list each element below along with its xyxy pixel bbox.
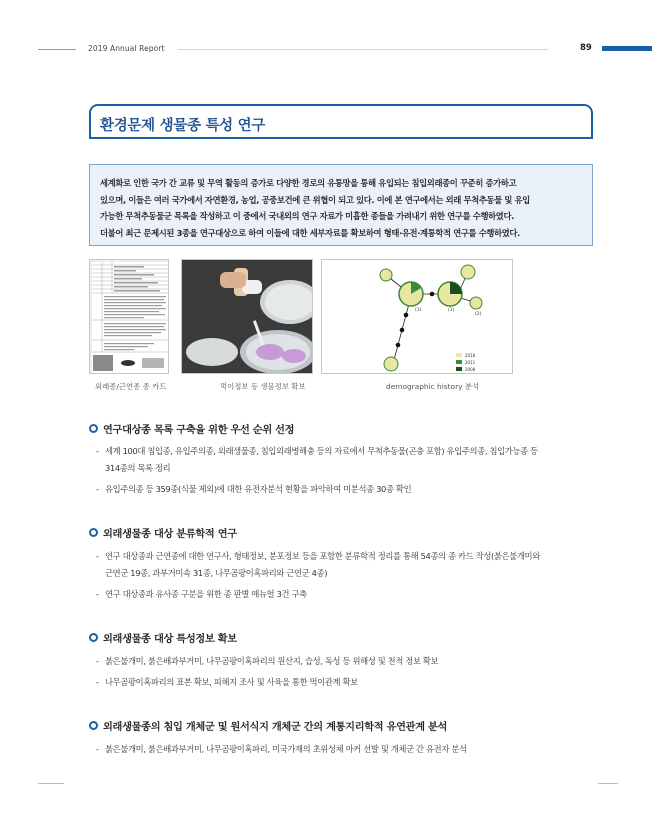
list-item: - 붉은불개미, 붉은배과부거미, 나무곰팡이혹파리의 원산지, 습성, 독성 등 위해성 및 천적 정보 확보 xyxy=(96,656,439,666)
summary-box xyxy=(89,164,593,246)
circle-bullet-icon xyxy=(89,633,98,642)
list-item-text: 나무곰팡이혹파리의 표본 확보, 피해지 조사 및 사육을 통한 먹이관계 확보 xyxy=(105,677,358,687)
legend-label: 2008 xyxy=(465,367,476,372)
legend-swatch xyxy=(456,360,462,364)
list-item-text: 연구 대상종과 근연종에 대한 연구사, 형태정보, 분포정보 등을 포함한 분류학적 정리를 통해 54종의 종 카드 작성(붉은불개미와 xyxy=(105,551,540,561)
network-diagram xyxy=(322,260,513,374)
page-number: 89 xyxy=(580,43,592,53)
node-label: (1) xyxy=(415,308,422,313)
list-item: - 나무곰팡이혹파리의 표본 확보, 피해지 조사 및 사육을 통한 먹이관계 확보 xyxy=(96,677,358,687)
figure-caption: 먹이정보 등 생물정보 확보 xyxy=(220,382,306,391)
subsection-heading xyxy=(89,421,294,436)
section-title-underline xyxy=(89,137,593,139)
list-item-text: 붉은불개미, 붉은배과부거미, 나무곰팡이혹파리, 미국가재의 초위성체 마커 선발 및 개체군 간 유전자 분석 xyxy=(105,744,467,754)
summary-line: 더불어 최근 문제시된 3종을 연구대상으로 하여 이들에 대한 세부자료를 확보하여 형태·유전·계통학적 연구를 수행하였다. xyxy=(100,227,520,238)
species-card-image xyxy=(89,259,169,374)
legend-swatch xyxy=(456,367,462,371)
node-label: (1) xyxy=(448,308,455,313)
list-item-text: 연구 대상종과 유사종 구분을 위한 종 판별 매뉴얼 3건 구축 xyxy=(105,589,307,599)
header-rule xyxy=(178,49,548,50)
footer-rule-right xyxy=(598,783,618,784)
legend-swatch xyxy=(456,353,462,357)
node-label: (2) xyxy=(475,312,482,317)
list-item-text: 세계 100대 침입종, 유입주의종, 외래생물종, 침입외래병해충 등의 자료에서 무척추동물(곤충 포함) 유입주의종, 침입가능종 등 xyxy=(105,446,538,456)
summary-line: 있으며, 이들은 여러 국가에서 자연환경, 농업, 공중보건에 큰 위협이 되고 있다. 이에 본 연구에서는 외래 무척추동물 및 유입 xyxy=(100,194,530,205)
legend-label: 2011 xyxy=(465,360,476,365)
header-accent-bar xyxy=(602,46,652,51)
list-item: - 연구 대상종과 유사종 구분을 위한 종 판별 매뉴얼 3건 구축 xyxy=(96,589,307,599)
list-item-text: 붉은불개미, 붉은배과부거미, 나무곰팡이혹파리의 원산지, 습성, 독성 등 위해성 및 천적 정보 확보 xyxy=(105,656,439,666)
summary-line: 세계화로 인한 국가 간 교류 및 무역 활동의 증가로 다양한 경로의 유통망을 통해 유입되는 침입외래종이 꾸준히 증가하고 xyxy=(100,178,517,188)
subsection-heading xyxy=(89,630,237,645)
list-item-text-cont: 314종의 목록 정리 xyxy=(105,463,171,473)
circle-bullet-icon xyxy=(89,424,98,433)
demographic-diagram-image xyxy=(321,259,513,374)
subsection-title: 외래생물종 대상 특성정보 확보 xyxy=(103,634,237,645)
subsection-heading xyxy=(89,525,237,540)
section-title: 환경문제 생물종 특성 연구 xyxy=(100,118,266,134)
legend-label: 2018 xyxy=(465,353,476,358)
figure-caption: 외래종/근연종 종 카드 xyxy=(95,382,167,391)
list-item-text: 유입주의종 등 359종(식물 제외)에 대한 유전자분석 현황을 파악하여 미분석종 30종 확인 xyxy=(105,484,412,494)
subsection-title: 외래생물종의 침입 개체군 및 원서식지 개체군 간의 계통지리학적 유연관계 분석 xyxy=(103,722,448,733)
footer-rule-left xyxy=(38,783,64,784)
figure-caption: demographic history 분석 xyxy=(386,382,480,391)
subsection-heading xyxy=(89,718,447,733)
circle-bullet-icon xyxy=(89,721,98,730)
header-rule-left xyxy=(38,49,76,50)
subsection-title: 외래생물종 대상 분류학적 연구 xyxy=(103,529,237,540)
species-card-illustration xyxy=(90,260,169,374)
subsection-title: 연구대상종 목록 구축을 위한 우선 순위 선정 xyxy=(103,425,295,436)
summary-line: 가능한 무척추동물군 목록을 작성하고 이 중에서 국내외의 연구 자료가 미흡한 종들을 가려내기 위한 연구를 수행하였다. xyxy=(100,211,514,222)
report-title: 2019 Annual Report xyxy=(88,44,165,53)
lab-photo-illustration xyxy=(182,260,313,374)
list-item: - 유입주의종 등 359종(식물 제외)에 대한 유전자분석 현황을 파악하여 미분석종 30종 확인 xyxy=(96,484,412,494)
lab-photo-image xyxy=(181,259,313,374)
list-item-text-cont: 근연군 19종, 과부거미속 31종, 나무곰팡이혹파리와 근연군 4종) xyxy=(105,568,328,578)
list-item: - 붉은불개미, 붉은배과부거미, 나무곰팡이혹파리, 미국가재의 초위성체 마커 선발 및 개체군 간 유전자 분석 xyxy=(96,744,467,754)
circle-bullet-icon xyxy=(89,528,98,537)
list-item: - 연구 대상종과 근연종에 대한 연구사, 형태정보, 분포정보 등을 포함한 분류학적 정리를 통해 54종의 종 카드 작성(붉은불개미와 근연군 19종, 과부거미속 31종, 나무곰팡이혹파리와 근연군 4종) xyxy=(96,548,540,582)
list-item: - 세계 100대 침입종, 유입주의종, 외래생물종, 침입외래병해충 등의 자료에서 무척추동물(곤충 포함) 유입주의종, 침입가능종 등 314종의 목록 정리 xyxy=(96,443,538,477)
